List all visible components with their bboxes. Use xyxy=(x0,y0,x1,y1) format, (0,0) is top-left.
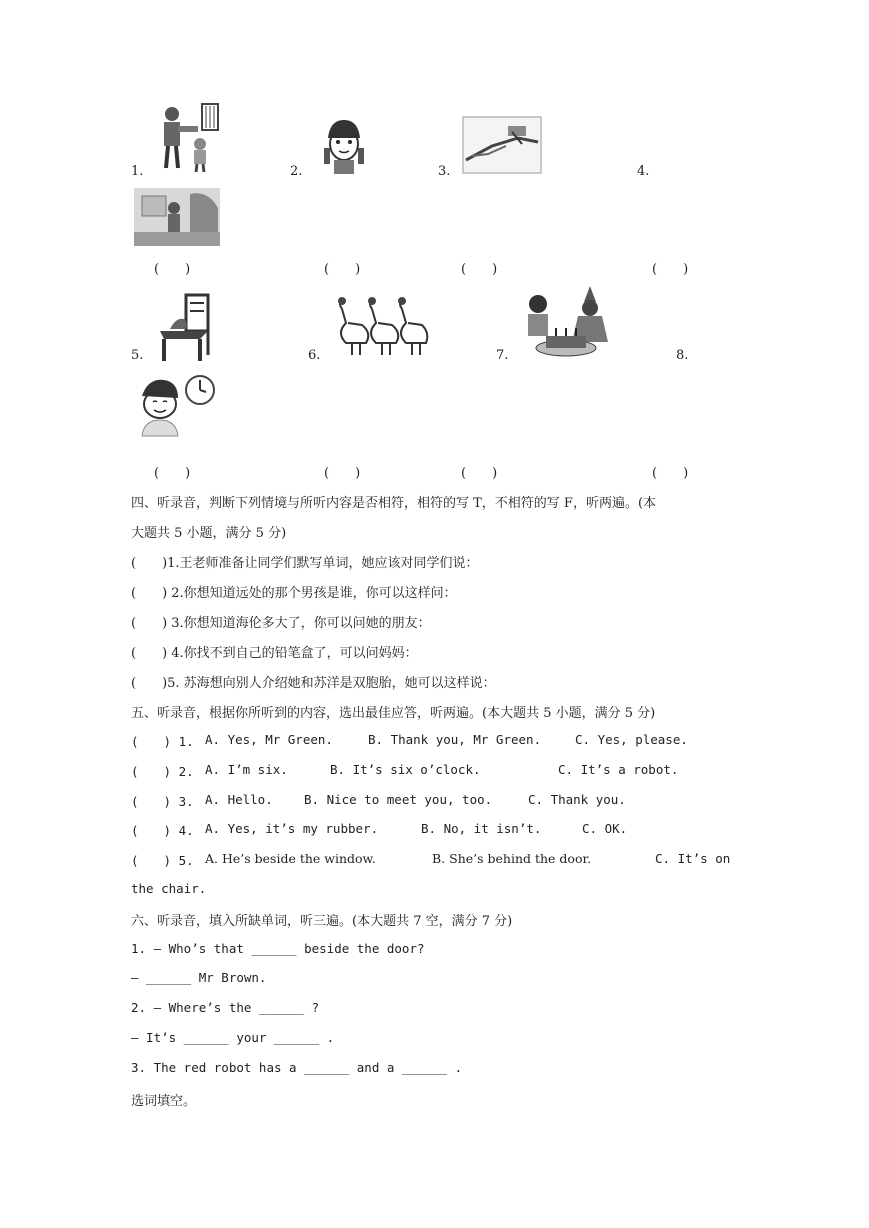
q1-number: 1. xyxy=(131,164,144,179)
q6-number: 6. xyxy=(308,348,321,363)
q7-picture xyxy=(516,284,614,360)
section5-item-5-option-a: A. He’s beside the window. xyxy=(205,851,376,866)
section5-item-1-option-c: C. Yes, please. xyxy=(575,732,688,747)
section5-item-5-option-c: C. It’s on xyxy=(655,851,731,866)
q7-answer-box[interactable]: ( ) xyxy=(461,466,498,481)
section5-item-2-prefix: ( ) 2. xyxy=(131,764,194,779)
q4-answer-box[interactable]: ( ) xyxy=(652,262,689,277)
section5-item-4-option-a: A. Yes, it’s my rubber. xyxy=(205,821,379,836)
q4-number: 4. xyxy=(637,164,650,179)
section6-line-4: — It’s ______ your ______ . xyxy=(131,1030,335,1045)
section5-item-3-option-a: A. Hello. xyxy=(205,792,273,807)
section5-item-3-prefix: ( ) 3. xyxy=(131,794,194,809)
q8-number: 8. xyxy=(676,348,689,363)
section6-heading: 六、听录音，填入所缺单词，听三遍。(本大题共 7 空，满分 7 分) xyxy=(131,914,513,929)
section6-line-2: — ______ Mr Brown. xyxy=(131,970,267,985)
section4-item-5: ( )5. 苏海想向别人介绍她和苏洋是双胞胎，她可以这样说： xyxy=(131,676,496,691)
section4-item-1: ( )1.王老师准备让同学们默写单词，她应该对同学们说： xyxy=(131,556,479,571)
q5-picture xyxy=(156,293,216,363)
q3-picture xyxy=(462,116,542,174)
section4-item-4: ( ) 4.你找不到自己的铅笔盒了，可以问妈妈： xyxy=(131,646,418,661)
section6-line-5: 3. The red robot has a ______ and a ______ . xyxy=(131,1060,463,1075)
section5-heading: 五、听录音，根据你所听到的内容，选出最佳应答，听两遍。(本大题共 5 小题，满分 5 分) xyxy=(131,706,656,721)
q5-number: 5. xyxy=(131,348,144,363)
q8-answer-box[interactable]: ( ) xyxy=(652,466,689,481)
section5-item-2-option-a: A. I’m six. xyxy=(205,762,288,777)
q6-picture xyxy=(332,293,430,357)
q2-picture xyxy=(322,118,366,176)
section5-item-1-option-b: B. Thank you, Mr Green. xyxy=(368,732,542,747)
section4-heading-line1: 四、听录音，判断下列情境与所听内容是否相符，相符的写 T，不相符的写 F，听两遍。(本 xyxy=(131,496,657,511)
section5-item-3-option-b: B. Nice to meet you, too. xyxy=(304,792,493,807)
q2-answer-box[interactable]: ( ) xyxy=(324,262,361,277)
section5-item-5-prefix: ( ) 5. xyxy=(131,853,194,868)
section6-line-1: 1. — Who’s that ______ beside the door? xyxy=(131,941,425,956)
section7-heading: 选词填空。 xyxy=(131,1094,197,1109)
section5-item-2-option-b: B. It’s six o’clock. xyxy=(330,762,481,777)
q1-picture xyxy=(158,102,220,174)
q1-answer-box[interactable]: ( ) xyxy=(154,262,191,277)
section5-item-5-option-b: B. She’s behind the door. xyxy=(432,851,592,866)
section4-item-3: ( ) 3.你想知道海伦多大了，你可以问她的朋友： xyxy=(131,616,431,631)
section5-item-5-continuation: the chair. xyxy=(131,881,207,896)
section5-item-4-option-b: B. No, it isn’t. xyxy=(421,821,542,836)
q6-answer-box[interactable]: ( ) xyxy=(324,466,361,481)
section5-item-4-prefix: ( ) 4. xyxy=(131,823,194,838)
section6-line-3: 2. — Where’s the ______ ? xyxy=(131,1000,320,1015)
q3-answer-box[interactable]: ( ) xyxy=(461,262,498,277)
q4-picture xyxy=(134,188,220,246)
q3-number: 3. xyxy=(438,164,451,179)
q7-number: 7. xyxy=(496,348,509,363)
section4-heading-line2: 大题共 5 小题，满分 5 分) xyxy=(131,526,287,541)
q5-answer-box[interactable]: ( ) xyxy=(154,466,191,481)
section5-item-2-option-c: C. It’s a robot. xyxy=(558,762,679,777)
section5-item-1-option-a: A. Yes, Mr Green. xyxy=(205,732,333,747)
section5-item-1-prefix: ( ) 1. xyxy=(131,734,194,749)
section4-item-2: ( ) 2.你想知道远处的那个男孩是谁，你可以这样问： xyxy=(131,586,457,601)
q2-number: 2. xyxy=(290,164,303,179)
section5-item-3-option-c: C. Thank you. xyxy=(528,792,626,807)
section5-item-4-option-c: C. OK. xyxy=(582,821,628,836)
q8-picture xyxy=(134,374,216,448)
